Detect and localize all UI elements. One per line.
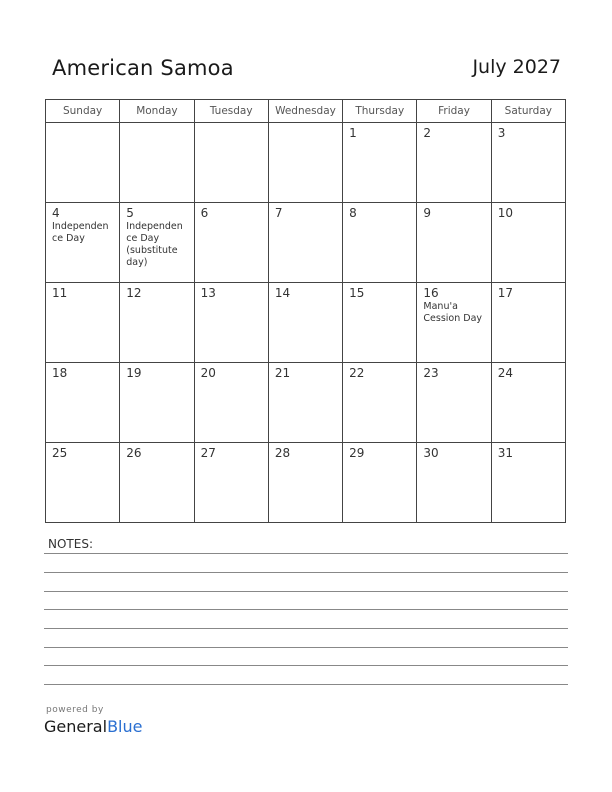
weekday-header: Thursday — [343, 100, 417, 123]
calendar-day-cell — [194, 363, 268, 443]
weekday-header: Sunday — [46, 100, 120, 123]
calendar-day-cell — [491, 363, 565, 443]
calendar-day-cell — [46, 443, 120, 523]
calendar-day-cell — [194, 443, 268, 523]
day-number: 27 — [200, 446, 216, 460]
calendar-week-row — [46, 203, 566, 283]
calendar-day-cell — [491, 283, 565, 363]
note-line — [44, 572, 568, 573]
weekday-header: Tuesday — [194, 100, 268, 123]
weekday-header: Friday — [417, 100, 491, 123]
calendar-day-cell — [343, 123, 417, 203]
calendar-day-cell — [268, 203, 342, 283]
day-number: 18 — [52, 366, 68, 380]
day-number: 2 — [423, 126, 432, 140]
day-number: 16 — [423, 286, 439, 300]
calendar-day-cell — [417, 443, 491, 523]
weekday-header-row — [46, 100, 566, 123]
calendar-day-cell — [46, 283, 120, 363]
calendar-day-cell — [268, 443, 342, 523]
day-number: 7 — [274, 206, 283, 220]
holiday-label: Independen ce Day — [52, 221, 109, 244]
calendar-day-cell — [194, 203, 268, 283]
calendar-day-cell — [343, 203, 417, 283]
calendar-day-cell — [46, 363, 120, 443]
calendar-day-cell — [194, 123, 268, 203]
day-number: 10 — [497, 206, 513, 220]
generalblue-logo — [44, 717, 142, 736]
weekday-header: Monday — [120, 100, 194, 123]
calendar-week-row — [46, 363, 566, 443]
note-line — [44, 591, 568, 592]
holiday-label: Manu'a Cession Day — [423, 301, 483, 324]
day-number: 1 — [349, 126, 357, 140]
day-number: 23 — [423, 366, 439, 380]
calendar-day-cell — [46, 203, 120, 283]
day-number: 29 — [349, 446, 365, 460]
calendar-day-cell — [417, 363, 491, 443]
note-line — [44, 665, 568, 666]
day-number: 24 — [497, 366, 513, 380]
weekday-header: Saturday — [491, 100, 565, 123]
note-line — [44, 553, 568, 554]
day-number: 3 — [497, 126, 506, 140]
calendar-week-row — [46, 123, 566, 203]
brand-blue: Blue — [107, 717, 143, 736]
day-number: 9 — [423, 206, 432, 220]
calendar-day-cell — [268, 123, 342, 203]
calendar-day-cell — [491, 203, 565, 283]
calendar-week-row — [46, 443, 566, 523]
day-number: 31 — [497, 446, 513, 460]
day-number: 6 — [200, 206, 209, 220]
calendar-day-cell — [343, 443, 417, 523]
day-number: 13 — [200, 286, 216, 300]
calendar-day-cell — [491, 123, 565, 203]
day-number: 14 — [274, 286, 291, 300]
day-number: 5 — [126, 206, 134, 220]
calendar-week-row — [46, 283, 566, 363]
calendar-body — [46, 123, 566, 523]
calendar-day-cell — [120, 443, 194, 523]
calendar-day-cell — [343, 283, 417, 363]
day-number: 21 — [274, 366, 291, 380]
day-number: 11 — [52, 286, 68, 300]
day-number: 4 — [52, 206, 60, 220]
day-number: 22 — [349, 366, 365, 380]
powered-by-text: powered by — [46, 705, 104, 715]
note-line — [44, 609, 568, 610]
calendar-day-cell — [491, 443, 565, 523]
calendar-day-cell — [417, 123, 491, 203]
note-line — [44, 628, 568, 629]
brand-general: General — [44, 717, 108, 736]
day-number: 26 — [126, 446, 142, 460]
day-number: 15 — [349, 286, 365, 300]
calendar-day-cell — [417, 283, 491, 363]
day-number: 25 — [52, 446, 68, 460]
day-number: 28 — [274, 446, 291, 460]
day-number: 30 — [423, 446, 439, 460]
note-line — [44, 684, 568, 685]
calendar-month: July 2027 — [472, 56, 561, 78]
calendar-title: American Samoa — [52, 56, 234, 80]
calendar-day-cell — [268, 363, 342, 443]
calendar-day-cell — [417, 203, 491, 283]
day-number: 20 — [200, 366, 216, 380]
day-number: 19 — [126, 366, 142, 380]
calendar-grid — [45, 99, 566, 523]
note-line — [44, 647, 568, 648]
calendar-day-cell — [120, 363, 194, 443]
calendar-day-cell — [343, 363, 417, 443]
day-number: 8 — [349, 206, 357, 220]
day-number: 12 — [126, 286, 142, 300]
calendar-day-cell — [268, 283, 342, 363]
notes-label: NOTES: — [48, 537, 93, 551]
calendar-day-cell — [120, 203, 194, 283]
holiday-label: Independen ce Day (substitute day) — [126, 221, 183, 268]
calendar-day-cell — [120, 283, 194, 363]
calendar-day-cell — [46, 123, 120, 203]
weekday-header: Wednesday — [268, 100, 342, 123]
day-number: 17 — [497, 286, 513, 300]
calendar-day-cell — [194, 283, 268, 363]
calendar-day-cell — [120, 123, 194, 203]
